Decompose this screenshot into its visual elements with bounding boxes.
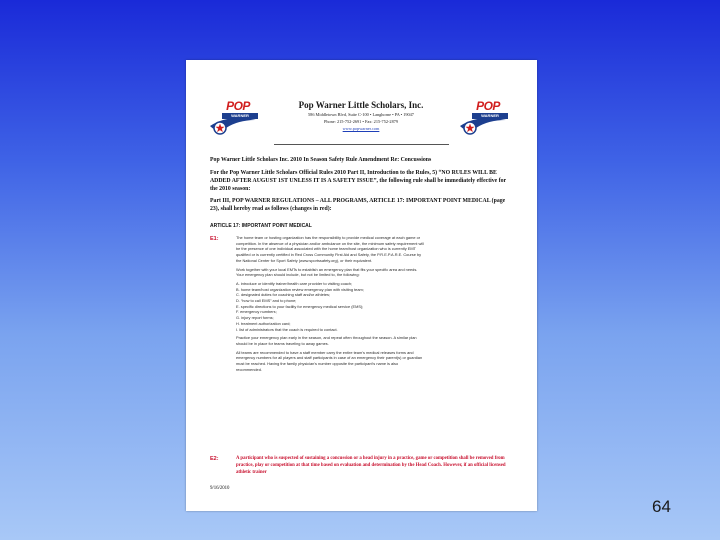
e1-list-item: I. list of administrators that the coach is required to contact. xyxy=(236,326,338,332)
article-heading: ARTICLE 17: IMPORTANT POINT MEDICAL xyxy=(210,223,312,229)
pop-warner-logo-right xyxy=(458,98,510,138)
logo-word: POP xyxy=(226,99,250,113)
section-e1-body xyxy=(236,235,424,375)
e1-paragraph: All teams are recommended to have a staff member carry the entire team's medical releases forms and emergency numbers for all players and staff participants in case of an emergency their parent(s) or guardian must be reached. Having the family physician's number opposite the participant's name is also recommended. xyxy=(236,349,423,372)
e1-list-item: C. designated duties for coaching staff and/or athletes; xyxy=(236,292,331,298)
e1-list-item: G. injury report forms; xyxy=(236,315,274,321)
paragraph-rules-intro: For the Pop Warner Little Scholars Official Rules 2010 Part II, Introduction to the Rules, 5) “NO RULES WILL BE ADDED AFTER AUGUST 1ST UNLESS IT IS A SAFETY ISSUE”, the following rule shall be immediately effective for the 2010 season: xyxy=(210,170,506,192)
e1-list-item: H. treatment authorization card; xyxy=(236,320,291,326)
document-date: 9/16/2010 xyxy=(210,486,230,491)
letterhead xyxy=(266,100,456,132)
e1-paragraph: Work together with your local EMTs to establish an emergency plan that fits your specific area and needs. Your emergency plan should include, but not be limited to, the following: xyxy=(236,266,418,278)
logo-sub: WARNER xyxy=(472,113,508,119)
e1-paragraph: Practice your emergency plan early in the season, and repeat often throughout the season. A similar plan should be in place for teams traveling to away games. xyxy=(236,335,417,346)
section-mark-e1: E1: xyxy=(210,236,219,242)
e1-paragraph: The home team or hosting organization has the responsibility to provide medical coverage at each game or competition. In the absence of a physician and/or ambulance on the site, the minimum safety requirement will be the presence of one individual associated with the home team/host organization who is currently EMT qualified or is currently certified in Red Cross Community First Aid and Safety, the P.R.E.P.A.R.E. Course by the National Center for Sport Safety (www.sportssafety.org), or their equivalent. xyxy=(236,235,424,263)
document-page xyxy=(186,60,537,511)
org-website-link[interactable]: www.popwarner.com xyxy=(342,126,380,131)
org-phone: Phone: 215-752-2691 • Fax: 215-752-2879 xyxy=(323,119,399,124)
section-e2-body: A participant who is suspected of sustaining a concussion or a head injury in a practice, game or competition shall be removed from practice, play or competition at that time based on evaluation and determination by the Head Coach. However, if an official licensed athletic trainer xyxy=(236,456,506,475)
section-mark-e2: E2: xyxy=(210,456,219,462)
slide-page-number: 64 xyxy=(652,497,671,516)
e1-list-item: D. “how to call EMS” and to phone; xyxy=(236,298,297,304)
e1-list-item: A. introduce or identify trainer/health care provider to visiting coach; xyxy=(236,280,353,286)
logo-sub: WARNER xyxy=(222,113,258,119)
logo-word: POP xyxy=(476,99,500,113)
org-name: Pop Warner Little Scholars, Inc. xyxy=(298,100,424,110)
e1-list-item: F. emergency numbers; xyxy=(236,309,277,315)
e1-list-item: E. specific directions to your facility for emergency medical service (EMS); xyxy=(236,303,364,309)
logo-swoosh-icon xyxy=(458,116,510,138)
header-divider xyxy=(274,144,449,145)
org-address: 586 Middletown Blvd, Suite C-100 • Langhorne • PA • 19047 xyxy=(308,112,414,117)
pop-warner-logo-left xyxy=(208,98,260,138)
document-title: Pop Warner Little Scholars Inc. 2010 In Season Safety Rule Amendment Re: Concussions xyxy=(210,157,432,163)
e1-list-item: B. home team/host organization review emergency plan with visiting team; xyxy=(236,286,364,292)
logo-swoosh-icon xyxy=(208,116,260,138)
paragraph-regulations: Part III, POP WARNER REGULATIONS – ALL PROGRAMS, ARTICLE 17: IMPORTANT POINT MEDICAL (page 23), shall hereby read as follows (changes in red): xyxy=(210,198,506,212)
